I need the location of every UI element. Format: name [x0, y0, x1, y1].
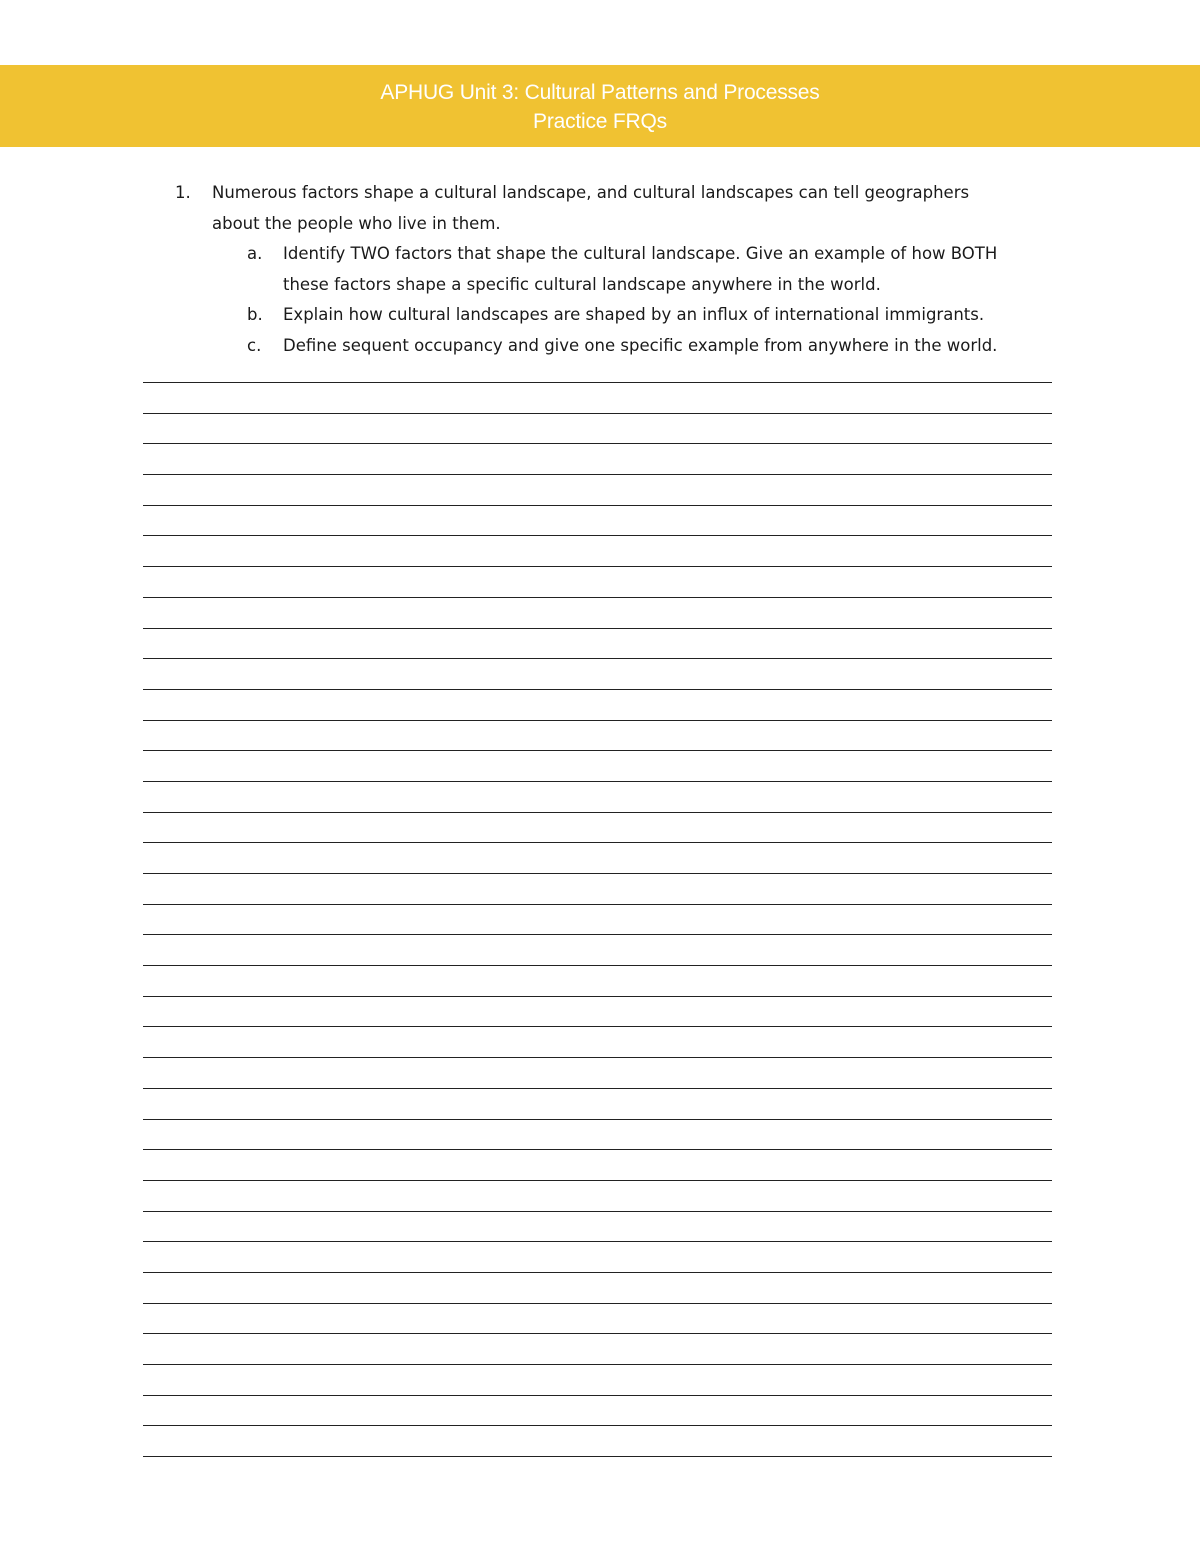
answer-line	[143, 996, 1052, 997]
part-text-line: Define sequent occupancy and give one specific example from anywhere in the world.	[283, 335, 998, 355]
answer-line	[143, 443, 1052, 444]
question-part-c	[0, 331, 1043, 362]
answer-line	[143, 1026, 1052, 1027]
answer-line	[143, 689, 1052, 690]
document-subtitle: Practice FRQs	[533, 110, 667, 133]
answer-writing-area[interactable]	[143, 382, 1052, 1487]
answer-line	[143, 1149, 1052, 1150]
answer-line	[143, 1364, 1052, 1365]
answer-line	[143, 1272, 1052, 1273]
answer-line	[143, 1119, 1052, 1120]
question-prompt	[0, 178, 1022, 239]
part-letter: a.	[247, 244, 263, 263]
part-text-line: Identify TWO factors that shape the cultural landscape. Give an example of how BOTH	[283, 244, 998, 263]
answer-line	[143, 842, 1052, 843]
answer-line	[143, 781, 1052, 782]
answer-line	[143, 965, 1052, 966]
question-part-b	[0, 300, 1043, 331]
document-title: APHUG Unit 3: Cultural Patterns and Processes	[380, 81, 820, 104]
answer-line	[143, 1241, 1052, 1242]
part-letter: b.	[247, 305, 263, 324]
answer-line	[143, 812, 1052, 813]
question-text-line: about the people who live in them.	[212, 213, 501, 233]
question-text-line: Numerous factors shape a cultural landscape, and cultural landscapes can tell geographers	[212, 183, 970, 202]
answer-line	[143, 474, 1052, 475]
answer-line	[143, 1057, 1052, 1058]
answer-line	[143, 1456, 1052, 1457]
header-band	[0, 65, 1200, 147]
answer-line	[143, 1303, 1052, 1304]
answer-line	[143, 535, 1052, 536]
answer-line	[143, 505, 1052, 506]
answer-line	[143, 658, 1052, 659]
answer-line	[143, 750, 1052, 751]
answer-line	[143, 934, 1052, 935]
answer-line	[143, 597, 1052, 598]
part-letter: c.	[247, 335, 262, 355]
question-1	[0, 178, 1200, 361]
answer-line	[143, 1088, 1052, 1089]
answer-line	[143, 413, 1052, 414]
answer-line	[143, 1333, 1052, 1334]
answer-line	[143, 873, 1052, 874]
answer-line	[143, 1211, 1052, 1212]
answer-line	[143, 382, 1052, 383]
answer-line	[143, 1395, 1052, 1396]
answer-line	[143, 566, 1052, 567]
answer-line	[143, 720, 1052, 721]
question-number: 1.	[175, 183, 191, 202]
part-text-line: Explain how cultural landscapes are shaped by an influx of international immigrants.	[283, 305, 985, 324]
answer-line	[143, 904, 1052, 905]
answer-line	[143, 1425, 1052, 1426]
part-text-line: these factors shape a specific cultural landscape anywhere in the world.	[283, 274, 881, 294]
answer-line	[143, 628, 1052, 629]
question-part-a	[0, 239, 1043, 300]
answer-line	[143, 1180, 1052, 1181]
